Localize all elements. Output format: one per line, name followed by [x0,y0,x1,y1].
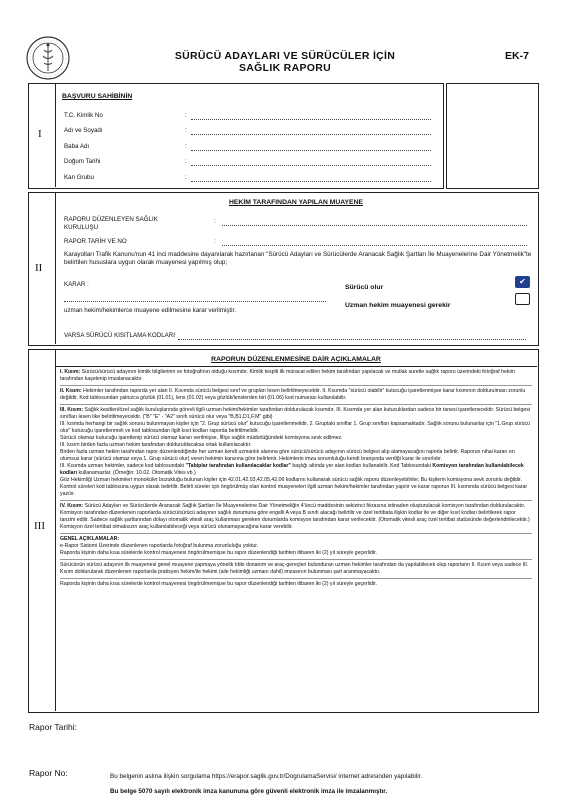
field-label-birthdate: Doğum Tarihi [64,158,101,165]
field-label-blood: Kan Grubu [64,174,94,181]
form-title-line1: SÜRÜCÜ ADAYLARI VE SÜRÜCÜLER İÇİN [174,50,396,62]
org-value[interactable] [222,225,527,226]
form-title [120,50,450,74]
option-surucu-olur-label: Sürücü olur [345,284,384,291]
general-notes: GENEL AÇIKLAMALAR: e-Rapor Sistemi Üzerinde düzenlenen raporlarda fotoğraf bulunma zorunluluğu yoktur. Raporda kişinin daha kısa sürelerde kontrol muayenesi öngörülmemişse bu rapor düzenlendiği tarihten itibaren iki (2) yıl süreyle geçerlidir. [60,534,532,560]
section1-roman: I [38,128,42,140]
field-tc-value[interactable] [191,119,431,120]
photo-box [446,83,539,189]
part3-text: III. Kısım: Sağlık kesitleri/özel sağlık kuruluşlarında görevli ilgili uzman hekim/hekimler tarafından doldurulacak kısımdır. III. Kısımda yer alan kutucuklardan sadece bir tanesi işaretlenecektir. Sürücü belgesi sınıfları lesen like belirtilmeyecektir. ("B" "E" - "A2" sınıfı sürücü olur veya "B,B1,D1,F,M" gibi) III. kısmda herhangi bir sağlık sorunu bulunmayan kişiler için "2. Grup sürücü olur" kutucuğu işaretlenmelidir. 2. Gruptaki sınıflar 1. Grup sınıfları kapsamaktadır. Sağlık sorunu bulunanlar için "1.Grup sürücü olur" kutucuğu işaretlenmeli ve kod tablosundan ilgili kısıt kodları raporda belirtilmelidir. Sürücü olamaz kutucuğu işaretlenip sürücü olamaz kararı verilmişse, İlİlçe sağlık müdürlüğündeki komisyona sevk edilmez. III. kısım birden fazla uzman hekim tarafından dolduruldacaksa ortak kullanılacaktır. Birden fazla uzman hekim tarafından rapor düzenlendiğinde her uzman kendi uzmanlık alanına göre sürücü/sürücü adayının sürücü belgesi alıp alamayacağını raporla belirtir. Raporun nihai kararı en olumsuz karar (sürücü olamaz veya 1. Grup sürücü olur) veren hekimin kararına göre belirlenir. Hekimlerin imza sorumluluğu kendi branşında verdiği karar ile sınırlıdır. III. Kısımda uzman hekimler, sadece kod tablosundaki "Tabiplar tarafından kullanılacaklar kodlar" başlığı altında yer alan kodları kullanabilir. Kod Tablosundaki Komisyon tarafından kullanılabilecek kodları kullanamazlar. (Örneğin: 10.02. Otomatik Vites vb.) Göz Hekimliği Uzman hekimleri monoküler bozukluğu bulunan kişiler için 42.01,42.03,42.05,42.06 kodlarını kullanarak sürücü sağlık raporu düzenleyebilirler. Bu kişilerin komisyona sevk zorunlu değildir. Kontrol süreleri kod tablosuna uygun olarak belirtilir. Belirli süreler için öngörülmüş olan kontrol muayeneleri ilgili uzman hekim/hekimler tarafından yapılır ve karar raporun III. kısmında sürücü belgesi karar yazılır. [60,405,532,501]
esignature-text: Bu belge 5070 sayılı elektronik imza kanununa göre güvenli elektronik imza ile imzalanmıştır. [110,788,388,795]
field-label-father: Baba Adı [64,143,90,150]
field-father-value[interactable] [191,150,431,151]
date-no-value[interactable] [222,245,527,246]
option-uzman-hekim[interactable] [345,294,450,312]
karar-value[interactable] [64,301,326,302]
date-no-label: RAPOR TARİH VE NO [64,238,127,245]
field-label-name: Adı ve Soyadı [64,127,103,134]
karar-note: uzman hekim/hekimlerce muayene edilmesine karar verilmiştir. [64,307,236,314]
form-title-line2: SAĞLIK RAPORU [239,62,331,74]
section2-heading: HEKİM TARAFINDAN YAPILAN MUAYENE [228,199,364,206]
restriction-value[interactable] [178,339,526,340]
section2-roman: II [35,262,43,274]
field-label-tc: T.C. Kimlik No [64,112,103,119]
general-note-3: Sürücünün sürücü adayının ilk muayenesi genel muayene yapmaya yönelik tıbbi donanım ve araç-gereçleri bulunduran uzman hekimler tarafından da yapılabilecek olup raporların II. Kısım veya sadece III. Kısım doldurularak düzenlenen raporlarda pratisyen hekim/ile hekimi (aile hekimliği uzmanı dahil) imzasının bulunması şart aranmayacaktır. [60,560,532,579]
part4-text: IV. Kısım: Sürücü Adayları ve Sürücülerde Aranacak Sağlık Şartları İle Muayenelerine Dair Yönetmeliğin 4'üncü maddesinin sekizinci fıkrasına istinaden oluşturulacak komisyon tarafından doldurulacaktır. Komisyon tarafından düzenlenen raporlarda sürücü/sürücü adayının sağlık durumuna göre engelli A veya B sınıfı alacağı belirtilir ve özel tertibata ilişkin kodlar ile ve diğer kısıt kodları belirtilerek rapor tanzim edilir. Sadece sağlık şartlarından dolayı otomatik vitesli araç kullanması gereken durumlarda komisyon tarafından karar verilecektir. (Otomatik vitesli araç özel tertibat statüsünde değerlendirilecektir.) Komisyon özel tertibat olmaksızın araç kullanılabileceği veya sürücü olunamayacağına karar verebilir. [60,501,532,534]
option-surucu-olur[interactable] [345,276,383,294]
karar-label: KARAR : [64,281,89,288]
option-uzman-hekim-label: Uzman hekim muayenesi gerekir [345,302,451,309]
section1-heading: BAŞVURU SAHİBİNİN [62,93,133,100]
form-code: EK-7 [505,50,529,62]
checkbox-surucu-olur[interactable]: ✔ [515,276,530,288]
restriction-label: VARSA SÜRÜCÜ KISITLAMA KODLARI [64,332,175,339]
section2-statement: Karayolları Trafik Kanunu'nun 41 inci maddesine dayanılarak hazırlanan "Sürücü Adayları ve Sürücülerde Aranacak Sağlık Şartları İle Muayenelerine Dair Yönetmelik"te belirtilen hususlara uygun olarak muayenesi yapılmış olup; [64,251,532,266]
general-note-4: Raporda kişinin daha kısa sürelerde kontrol muayenesi öngörülmemişse bu rapor düzenlendiği tarihten itibaren iki (2) yıl süreyle geçerlidir. [60,581,377,587]
section3-heading: RAPORUN DÜZENLENMESİNE DAİR AÇIKLAMALAR [211,356,381,363]
part1-text: I. Kısım: Sürücü/sürücü adayının kimlik bilgilerinin ve fotoğrafının olduğu kısımdır. Kimlik tespiti ilk müracat edilen hekim tarafından yapılacak ve mutlak suretle sağlık raporu üzerindeki fotoğraf hekim tarafından kaşelenip imzalanacaktır. [60,368,532,386]
report-no-label: Rapor No: [29,768,68,778]
field-name-value[interactable] [191,134,431,135]
checkbox-uzman-hekim[interactable] [515,293,530,305]
ministry-seal-logo [26,36,70,80]
section3-roman: III [34,520,45,532]
field-blood-value[interactable] [191,181,431,182]
verification-text: Bu belgenin aslına ilişkin sorgulama https://erapor.saglik.gov.tr/DogrulamaServisi/ internet adresinden yapılabilir. [110,773,423,780]
part2-text: II. Kısım: Hekimler tarafından raporda yer alan II. Kısımda sürücü belgesi sınıf ve grupları lesen belirtilmeyecektir. II. Kısımda "sürücü olabilir" kutucuğu işaretlenmişse karar kısmının doldurulması zorunlu değildir. Kod tablosundan yalnızca gözlük (01.01), lens (01.02) veya gözlük/lenslerden biri (01.06) kod numarası kullanılabilir. [60,386,532,405]
field-birthdate-value[interactable] [191,165,431,166]
explanations [60,368,532,588]
report-date-label: Rapor Tarihi: [29,722,78,732]
org-label: RAPORU DÜZENLEYEN SAĞLIK KURULUŞU [64,216,158,231]
